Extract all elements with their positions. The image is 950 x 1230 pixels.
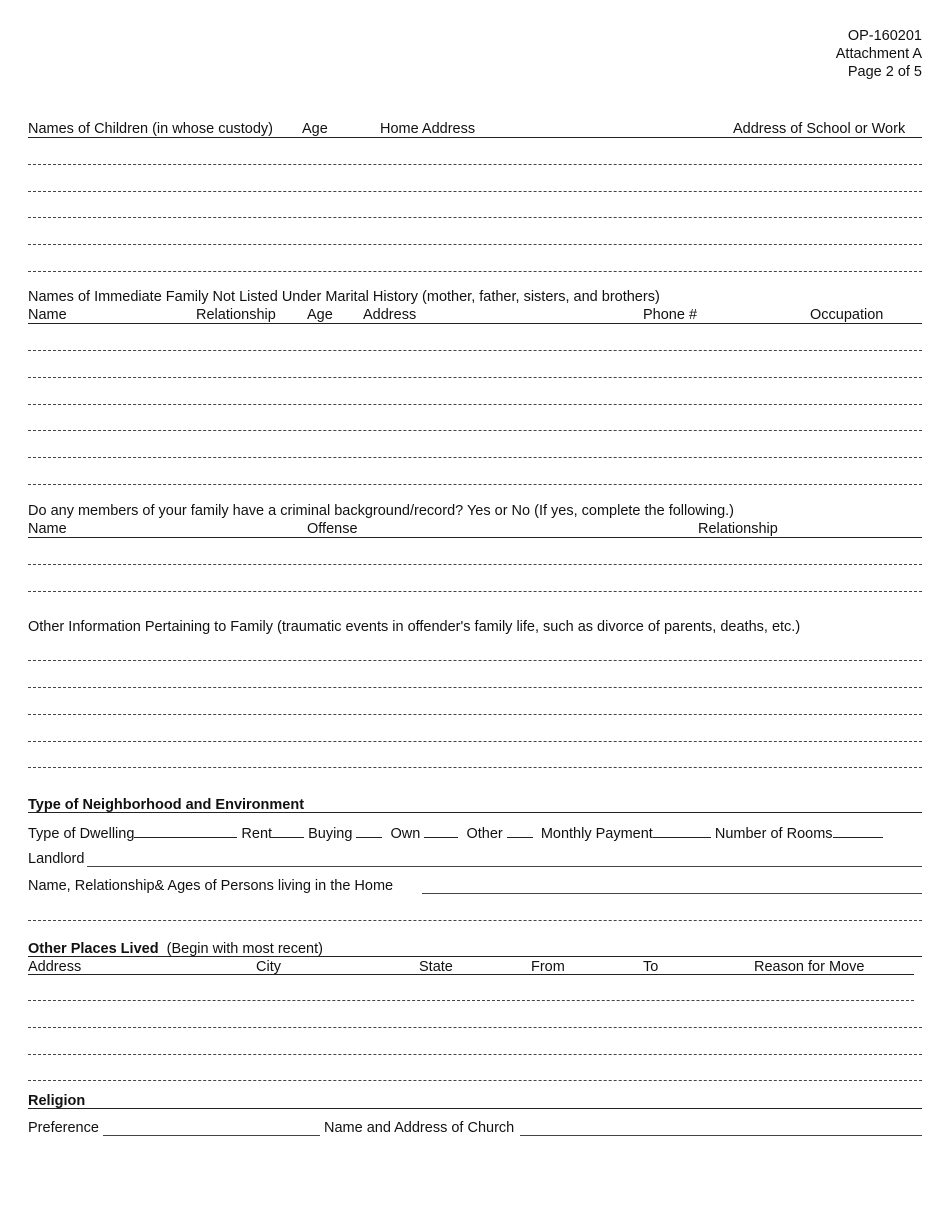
buying-field[interactable] [356, 824, 382, 838]
form-number: OP-160201 [847, 28, 922, 44]
persons-in-home-entry-line[interactable] [28, 920, 922, 921]
other-info-entry-line[interactable] [28, 767, 922, 768]
persons-in-home-label: Name, Relationship& Ages of Persons living in the Home [28, 878, 394, 894]
family-entry-line[interactable] [28, 377, 922, 378]
children-entry-line[interactable] [28, 164, 922, 165]
own-field[interactable] [424, 824, 458, 838]
criminal-offense-header: Offense [307, 521, 358, 537]
children-age-header: Age [302, 121, 328, 137]
family-phone-header: Phone # [643, 307, 698, 323]
family-relationship-header: Relationship [196, 307, 276, 323]
neighborhood-heading: Type of Neighborhood and Environment [28, 797, 305, 813]
persons-in-home-field[interactable] [422, 893, 922, 894]
dwelling-row [28, 824, 883, 842]
other-info-entry-line[interactable] [28, 714, 922, 715]
dwelling-label: Type of Dwelling [28, 826, 135, 842]
church-field[interactable] [520, 1135, 922, 1136]
other-info-entry-line[interactable] [28, 660, 922, 661]
places-heading: Other Places Lived [28, 941, 159, 957]
family-address-header: Address [363, 307, 417, 323]
landlord-field[interactable] [87, 866, 922, 867]
places-reason-header: Reason for Move [754, 959, 865, 975]
neighborhood-heading-rule [28, 812, 922, 813]
religion-heading-rule [28, 1108, 922, 1109]
rooms-field[interactable] [833, 824, 883, 838]
family-entry-line[interactable] [28, 457, 922, 458]
other-info-entry-line[interactable] [28, 741, 922, 742]
page-number: Page 2 of 5 [847, 64, 922, 80]
children-entry-line[interactable] [28, 271, 922, 272]
places-from-header: From [531, 959, 565, 975]
rent-field[interactable] [272, 824, 304, 838]
criminal-relationship-header: Relationship [698, 521, 778, 537]
family-entry-line[interactable] [28, 430, 922, 431]
places-state-header: State [419, 959, 453, 975]
preference-field[interactable] [103, 1135, 320, 1136]
children-entry-line[interactable] [28, 244, 922, 245]
children-header-rule [28, 137, 922, 138]
places-header-rule [28, 974, 914, 975]
own-label: Own [390, 826, 421, 842]
church-label: Name and Address of Church [324, 1120, 515, 1136]
family-header-rule [28, 323, 922, 324]
family-occupation-header: Occupation [810, 307, 884, 323]
rooms-label: Number of Rooms [714, 826, 833, 842]
criminal-entry-line[interactable] [28, 564, 922, 565]
places-address-header: Address [28, 959, 82, 975]
dwelling-field[interactable] [134, 824, 237, 838]
criminal-name-header: Name [28, 521, 67, 537]
family-age-header: Age [307, 307, 333, 323]
other-info-entry-line[interactable] [28, 687, 922, 688]
children-school-address-header: Address of School or Work [733, 121, 906, 137]
places-heading-rule [28, 956, 922, 957]
other-label: Other [466, 826, 503, 842]
buying-label: Buying [308, 826, 353, 842]
places-subheading: (Begin with most recent) [166, 941, 323, 957]
places-heading-row [28, 941, 323, 957]
landlord-label: Landlord [28, 851, 85, 867]
family-entry-line[interactable] [28, 350, 922, 351]
monthly-payment-field[interactable] [653, 824, 711, 838]
places-entry-line[interactable] [28, 1000, 914, 1001]
rent-label: Rent [241, 826, 273, 842]
places-entry-line[interactable] [28, 1080, 922, 1081]
places-city-header: City [256, 959, 281, 975]
monthly-payment-label: Monthly Payment [540, 826, 653, 842]
children-entry-line[interactable] [28, 191, 922, 192]
family-name-header: Name [28, 307, 67, 323]
criminal-header-rule [28, 537, 922, 538]
criminal-entry-line[interactable] [28, 591, 922, 592]
children-entry-line[interactable] [28, 217, 922, 218]
religion-heading: Religion [28, 1093, 86, 1109]
other-family-info-label: Other Information Pertaining to Family (traumatic events in offender's family life, such as divorce of parents, deaths, etc.) [28, 619, 801, 635]
places-to-header: To [643, 959, 659, 975]
children-names-header: Names of Children (in whose custody) [28, 121, 273, 137]
family-heading: Names of Immediate Family Not Listed Under Marital History (mother, father, sisters, and brothers) [28, 289, 660, 305]
children-home-address-header: Home Address [380, 121, 476, 137]
family-entry-line[interactable] [28, 484, 922, 485]
attachment-label: Attachment A [835, 46, 922, 62]
other-field[interactable] [507, 824, 533, 838]
family-entry-line[interactable] [28, 404, 922, 405]
places-entry-line[interactable] [28, 1027, 922, 1028]
preference-label: Preference [28, 1120, 99, 1136]
criminal-question: Do any members of your family have a criminal background/record? Yes or No (If yes, complete the following.) [28, 503, 734, 519]
places-entry-line[interactable] [28, 1054, 922, 1055]
